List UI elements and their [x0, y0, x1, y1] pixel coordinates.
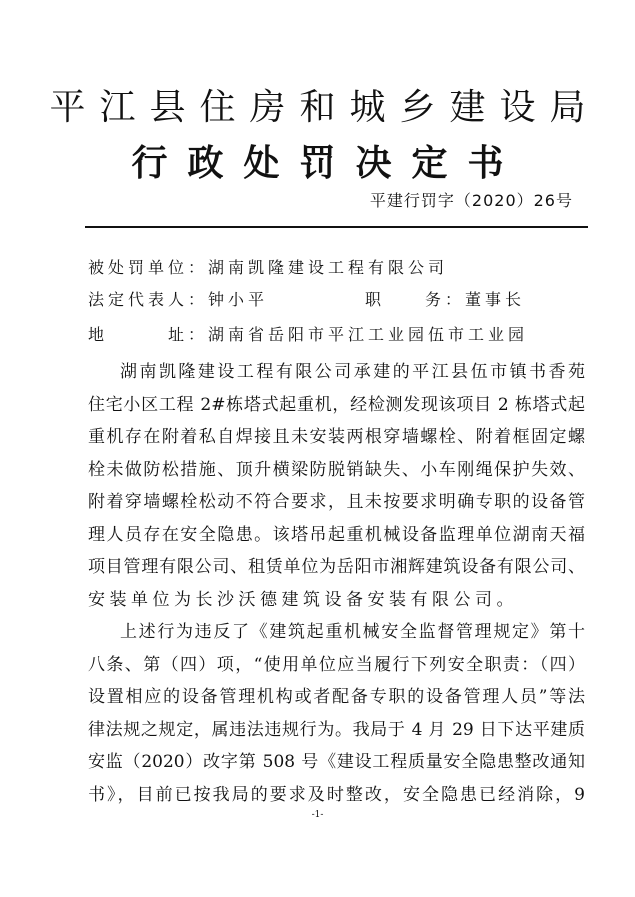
body-line: 湖南凯隆建设工程有限公司承建的平江县伍市镇书香苑 — [120, 362, 585, 382]
body-line: 重机存在附着私自焊接且未安装两根穿墙螺栓、附着框固定螺 — [88, 427, 585, 447]
header-divider — [85, 226, 588, 228]
paragraph-2 — [88, 620, 585, 815]
body-line: 理人员存在安全隐患。该塔吊起重机械设备监理单位湖南天福 — [88, 524, 585, 545]
body-line: 安装单位为长沙沃德建筑设备安装有限公司。 — [88, 589, 518, 610]
representative-label: 法定代表人： — [88, 290, 209, 309]
document-body — [88, 360, 585, 815]
position-field — [365, 290, 525, 310]
address-label: 地 址： — [88, 325, 209, 344]
body-line: 项目管理有限公司、租赁单位为岳阳市湘辉建筑设备有限公司、 — [88, 557, 585, 577]
party-value: 湖南凯隆建设工程有限公司 — [208, 258, 449, 277]
body-line: 栓未做防松措施、顶升横梁防脱销缺失、小车刚绳保护失效、 — [88, 459, 585, 480]
body-line: 安监（2020）改字第 508 号《建设工程质量安全隐患整改通知 — [88, 752, 585, 772]
document-number: 平建行罚字（2020）26号 — [369, 191, 573, 210]
body-line: 附着穿墙螺栓松动不符合要求，且未按要求明确专职的设备管 — [88, 492, 585, 512]
position-label: 职 务： — [365, 290, 466, 309]
party-label: 被处罚单位： — [88, 258, 209, 277]
body-line: 设置相应的设备管理机构或者配备专职的设备管理人员”等法 — [88, 687, 585, 707]
paragraph-1 — [88, 360, 585, 620]
page-number: -1- — [311, 810, 324, 820]
body-line: 住宅小区工程 2#栋塔式起重机，经检测发现该项目 2 栋塔式起 — [88, 394, 585, 415]
representative-field — [88, 290, 268, 310]
position-value: 董事长 — [465, 290, 526, 309]
representative-value: 钟小平 — [208, 290, 269, 309]
address-field — [88, 325, 528, 345]
body-line: 上述行为违反了《建筑起重机械安全监督管理规定》第十 — [120, 622, 585, 642]
body-line: 书》，目前已按我局的要求及时整改，安全隐患已经消除，9 — [88, 784, 585, 805]
agency-title: 平江县住房和城乡建设局 — [49, 87, 600, 128]
address-value: 湖南省岳阳市平江工业园伍市工业园 — [208, 325, 529, 344]
document-type-title: 行政处罚决定书 — [131, 142, 524, 184]
body-line: 律法规之规定，属违法违规行为。我局于 4 月 29 日下达平建质 — [88, 719, 585, 740]
body-line: 八条、第（四）项，“使用单位应当履行下列安全职责：（四） — [88, 654, 585, 675]
party-field — [88, 258, 448, 278]
